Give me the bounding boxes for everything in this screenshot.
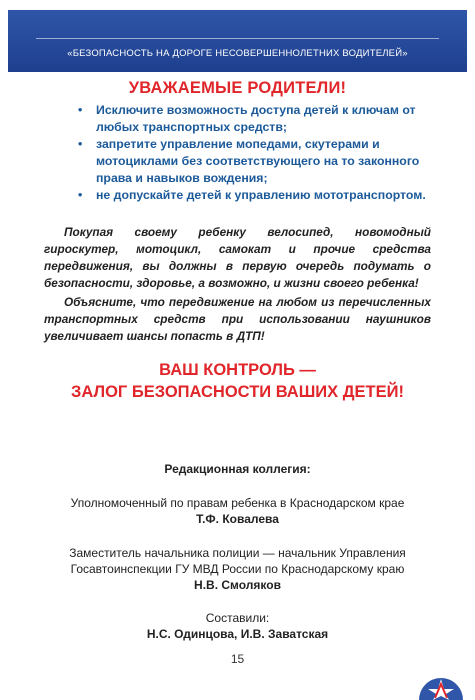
editorial-board [0,461,475,642]
list-item-text: не допускайте детей к управлению мототранспортом. [96,188,426,202]
member-role-line-1: Заместитель начальника полиции — начальник Управления [69,546,406,560]
compilers [0,610,475,642]
rules-list [0,102,475,204]
appeal-heading: УВАЖАЕМЫЕ РОДИТЕЛИ! [128,79,347,97]
header-band [8,10,467,72]
list-item-text: Исключите возможность доступа детей к ключам от любых транспортных средств; [96,103,416,134]
header-title: «БЕЗОПАСНОСТЬ НА ДОРОГЕ НЕСОВЕРШЕННОЛЕТНИХ ВОДИТЕЛЕЙ» [67,48,408,59]
compilers-label: Составили: [205,611,270,625]
member-role: Уполномоченный по правам ребенка в Краснодарском крае [70,496,405,510]
member-name: Т.Ф. Ковалева [196,512,279,526]
slogan-line-1: ВАШ КОНТРОЛЬ — [159,361,316,379]
list-item [0,136,475,187]
member-name: Н.В. Смоляков [194,578,281,592]
corner-logo-icon [411,670,465,700]
compilers-names: Н.С. Одинцова, И.В. Заватская [146,627,329,641]
slogan-line-2: ЗАЛОГ БЕЗОПАСНОСТИ ВАШИХ ДЕТЕЙ! [71,383,404,401]
bullet-icon: • [78,188,83,202]
paragraph-headphones: Объясните, что передвижение на любом из перечисленных транспортных средств при использовании наушников увеличивает шансы попасть в ДТП! [44,295,431,343]
member-role-line-2: Госавтоинспекции ГУ МВД России по Краснодарскому краю [70,562,405,576]
list-item [0,187,475,204]
bullet-icon: • [78,103,83,117]
editorial-member-1 [0,495,475,527]
top-margin [0,0,475,10]
header-divider [36,38,439,39]
slogan [0,359,475,403]
editorial-member-2 [0,545,475,593]
list-item-text: запретите управление мопедами, скутерами и мотоциклами без соответствующего на то законного права и навыков вождения; [96,137,420,185]
page-content [0,72,475,642]
list-item [0,102,475,136]
bullet-icon: • [78,137,83,151]
paragraph-purchase: Покупая своему ребенку велосипед, новомодный гироскутер, мотоцикл, самокат и прочие средства передвижения, вы должны в первую очередь подумать о безопасности, здоровье, а возможно, и жизни своего ребенка! [44,225,431,290]
page-number: 15 [230,652,245,666]
editorial-title: Редакционная коллегия: [164,462,311,476]
